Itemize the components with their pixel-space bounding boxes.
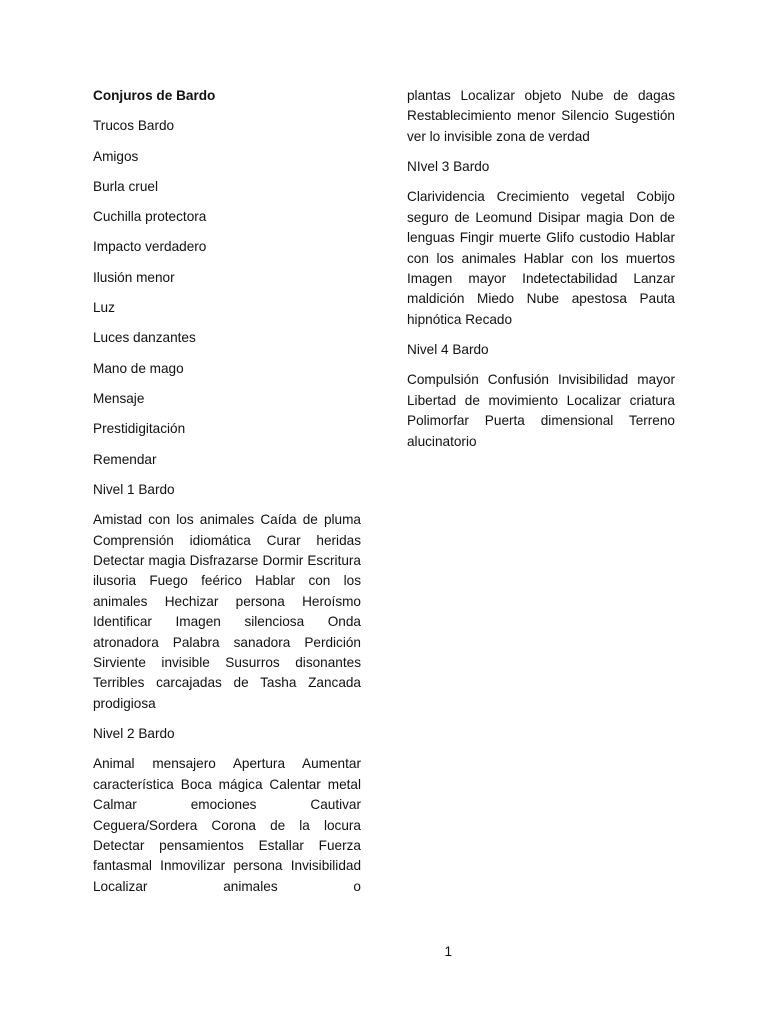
heading-nivel-1: Nivel 1 Bardo (93, 481, 175, 497)
paragraph-nivel-2-cont: plantas Localizar objeto Nube de dagas Restablecimiento menor Silencio Sugestión ver lo invisible zona de verdad (407, 88, 675, 144)
heading-nivel-4: Nivel 4 Bardo (407, 342, 489, 358)
spell-item: Remendar (93, 451, 157, 467)
heading-trucos: Trucos Bardo (93, 118, 175, 134)
spell-item: Mensaje (93, 390, 145, 406)
page-number: 1 (444, 944, 452, 959)
spell-item: Cuchilla protectora (93, 209, 207, 225)
heading-nivel-2: Nivel 2 Bardo (93, 726, 175, 742)
spell-item: Prestidigitación (93, 421, 186, 437)
paragraph-nivel-4: Compulsión Confusión Invisibilidad mayor Libertad de movimiento Localizar criatura Polimorfar Puerta dimensional Terreno alucinatorio (407, 372, 675, 449)
document-title: Conjuros de Bardo (93, 88, 216, 103)
paragraph-nivel-3: Clarividencia Crecimiento vegetal Cobijo seguro de Leomund Disipar magia Don de lenguas Fingir muerte Glifo custodio Hablar con los animales Hablar con los muertos Imagen mayor Indetectabilidad Lanzar maldición Miedo Nube apestosa Pauta hipnótica Recado (407, 189, 675, 327)
spell-item: Luces danzantes (93, 330, 196, 346)
right-column (407, 86, 675, 462)
spell-item: Ilusión menor (93, 269, 175, 285)
paragraph-nivel-1: Amistad con los animales Caída de pluma Comprensión idiomática Curar heridas Detectar magia Disfrazarse Dormir Escritura ilusoria Fuego feérico Hablar con los animales Hechizar persona Heroísmo Identificar Imagen silenciosa Onda atronadora Palabra sanadora Perdición Sirviente invisible Susurros disonantes Terribles carcajadas de Tasha Zancada prodigiosa (93, 512, 361, 711)
spell-item: Amigos (93, 148, 139, 164)
paragraph-nivel-2: Animal mensajero Apertura Aumentar característica Boca mágica Calentar metal Calmar emociones Cautivar Ceguera/Sordera Corona de la locura Detectar pensamientos Estallar Fuerza fantasmal Inmovilizar persona Invisibilidad Localizar animales o (93, 756, 361, 894)
spell-item: Impacto verdadero (93, 239, 207, 255)
spell-item: Mano de mago (93, 360, 184, 376)
left-column (93, 86, 361, 907)
spell-item: Burla cruel (93, 178, 158, 194)
heading-nivel-3: NIvel 3 Bardo (407, 159, 490, 175)
spell-item: Luz (93, 300, 115, 316)
